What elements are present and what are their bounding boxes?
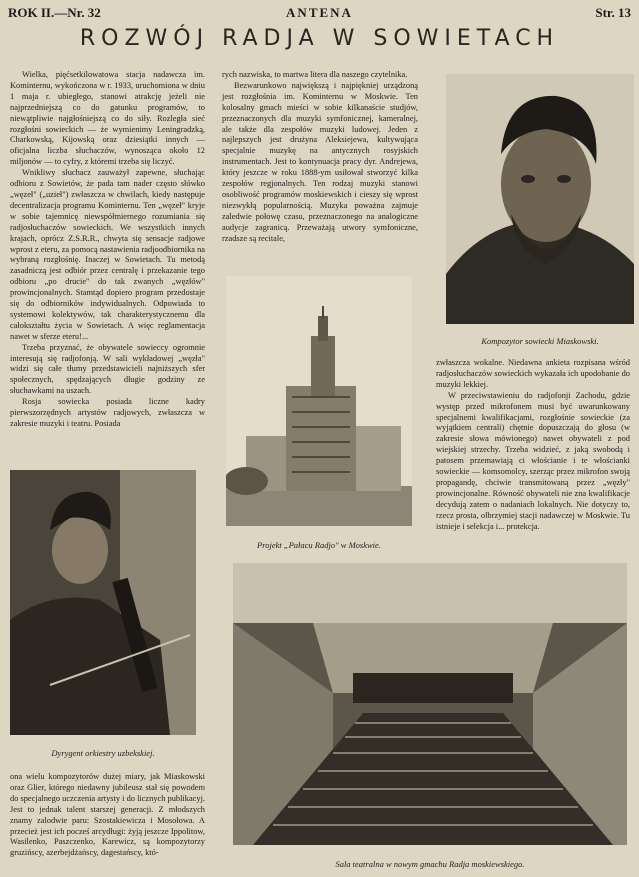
paragraph: rych nazwiska, to martwa litera dla naszego czytelnika. bbox=[222, 70, 408, 79]
article-column-1 bbox=[10, 70, 205, 430]
conductor-caption: Dyrygent orkiestry uzbekskiej. bbox=[51, 748, 155, 758]
composer-caption: Kompozytor sowiecki Miaskowski. bbox=[481, 336, 599, 346]
paragraph: Wnikliwy słuchacz zauważył zapewne, słuchając odbioru z Sowietów, że pada tam nader często słówko „węzeł" („uzieł") zwłaszcza w chwilach, kiedy następuje decentralizacja programu Kominternu. Ten „węzeł" kryje w sobie tajemnicę niewspółmiernego rozumiania się radjosłuchaczów sowieckich. We wszystkich innych krajach, oprócz Z.S.R.R., chwyta się sensacje radjowe wprost z eteru, za pomocą nastawienia radjoodbiornika na wybraną rozgłośnię. Inaczej w Sowietach. Tu metodą zasadniczą jest odbiór przez centralę i przekazanie tego odbioru „po drucie" do tak zwanych „węzłów" prowincjonalnych. Stamtąd dopiero program przedostaje się do odbiorników indywidualnych. Odpowiada to systemowi kolektywów, tak charakterystycznemu dla całokształtu życia w Sowietach. A więc reglamentacja nawet w sferze eteru!... bbox=[10, 168, 205, 341]
article-title: ROZWÓJ RADJA W SOWIETACH bbox=[79, 26, 560, 51]
palace-architecture-image bbox=[226, 276, 412, 526]
paragraph: zwłaszcza wokalne. Niedawna ankieta rozpisana wśród radjosłuchaczów sowieckich wykazała ich upodobanie do muzyki lekkiej. bbox=[436, 358, 630, 389]
hall-caption: Sala teatralna w nowym gmachu Radja moskiewskiego. bbox=[335, 859, 525, 869]
paragraph: Bezwarunkowo największą i najpiękniej urządzoną jest rozgłośnia im. Kominternu w Moskwie. Ten kolosalny gmach mieści w sobie kilkanaście studjów, przeznaczonych dla muzyki symfonicznej, kameralnej, ale także dla zespołów muzyki ludowej. Jeden z najlepszych jest drużyna Aleksiejewa, kultywująca specjalnie muzykę na antycznych rosyjskich instrumentach. Jest to kontynuacja pracy dyr. Andrejewa, który jeszcze w roku 1888-ym usiłował stworzyć kilka zespołów regjonalnych. Ten rodzaj muzyki stanowi osobliwość programów moskiewskich i cieszy się wprost niezwykłą popularnością. Muzyka poważna zajmuje zaledwie połowę czasu, przeznaczonego na analogiczne audycje zagranicą. Przeważają utwory symfoniczne, rzadsze są recitale, bbox=[222, 80, 418, 243]
article-column-1-continued bbox=[10, 772, 205, 859]
page-header bbox=[8, 5, 631, 23]
composer-portrait-image bbox=[446, 74, 634, 324]
paragraph: ona wielu kompozytorów dużej miary, jak Miaskowski oraz Glier, którego niedawny jubileusz stał się powodem do specjalnego uczczenia artysty i do licznych publikacyj. Jest to jednak talent starszej generacji. Z młodszych znamy zalodwie paru: Szostakiewicza i Mosołowa. A przecież jest ich pocześ arcydługi: żyją jeszcze Ippolitow, Wasilenko, Paszczenko, Karewicz, są kompozytorzy gruzińscy, azerbejdżańscy, dagestańscy, któ- bbox=[10, 772, 205, 858]
paragraph: Trzeba przyznać, że obywatele sowieccy ogromnie interesują się radjofonją. W sali wykładowej „węzła" widzi się całe tłumy przedstawicieli najniższych sfer społecznych, spędzających długie godziny ze słuchawkami na uszach. bbox=[10, 342, 205, 396]
theatre-hall-image bbox=[233, 563, 627, 845]
palace-drawing bbox=[226, 276, 412, 526]
paragraph: Rosja sowiecka posiada liczne kadry pierwszorzędnych artystów radjowych, zwłaszcza w zakresie muzyki i teatru. Posiada bbox=[10, 397, 205, 428]
conductor-portrait-image bbox=[10, 470, 196, 735]
composer-photo bbox=[446, 74, 634, 324]
hall-photo bbox=[233, 563, 627, 845]
page-number: Str. 13 bbox=[595, 5, 631, 20]
issue-number: ROK II.—Nr. 32 bbox=[8, 5, 101, 20]
palace-caption: Projekt „Pałacu Radjo" w Moskwie. bbox=[257, 540, 381, 550]
article-column-2 bbox=[222, 70, 418, 245]
magazine-name: ANTENA bbox=[286, 5, 353, 20]
paragraph: Wielka, pięćsetkilowatowa stacja nadawcza im. Kominternu, wykończona w r. 1933, uruchomiona w dniu 1 maja r. ubiegłego, stanowi atrakcję jeżeli nie najprzedniejszą co do gatunku programów, to niewątpliwie najgłośniejszą co do siły. Rozległa sieć rozgłośni sowieckich — że wymienimy Leningradzką, Charkowską, Kijowską oraz dziesiątki innych — oficjalna liczba słuchaczów, wynosząca około 12 miljonów — to cyfry, z któremi trzeba się liczyć. bbox=[10, 70, 205, 167]
paragraph: W przeciwstawieniu do radjofonji Zachodu, gdzie występ przed mikrofonem musi być uwarunkowany specjalnemi kwalifikacjami, rozgłośnie sowieckie (za wyjątkiem centrali) chętnie dopuszczają do głosu (w zakresie słowa mówionego) nawet obywateli z pod wiejskiej strzechy. Trzeba widzieć, z jaką swobodą i patosem przemawiają ci włościanie i te włościanki sowieckie — komsomolcy, szerząc przez mikrofon swoją propagandę, chciwie transmitowaną przez „węzły" prowincjonalne. Równość obywateli nie zna kwalifikacje decydują zatem o nadaniach lokalnych. Nie dotyczy to, rzecz prosta, olbrzymiej stacji nadawczej w Moskwie. Tu istnieje i selekcja i... protekcja. bbox=[436, 390, 630, 531]
article-column-3 bbox=[436, 358, 630, 533]
conductor-photo bbox=[10, 470, 196, 735]
